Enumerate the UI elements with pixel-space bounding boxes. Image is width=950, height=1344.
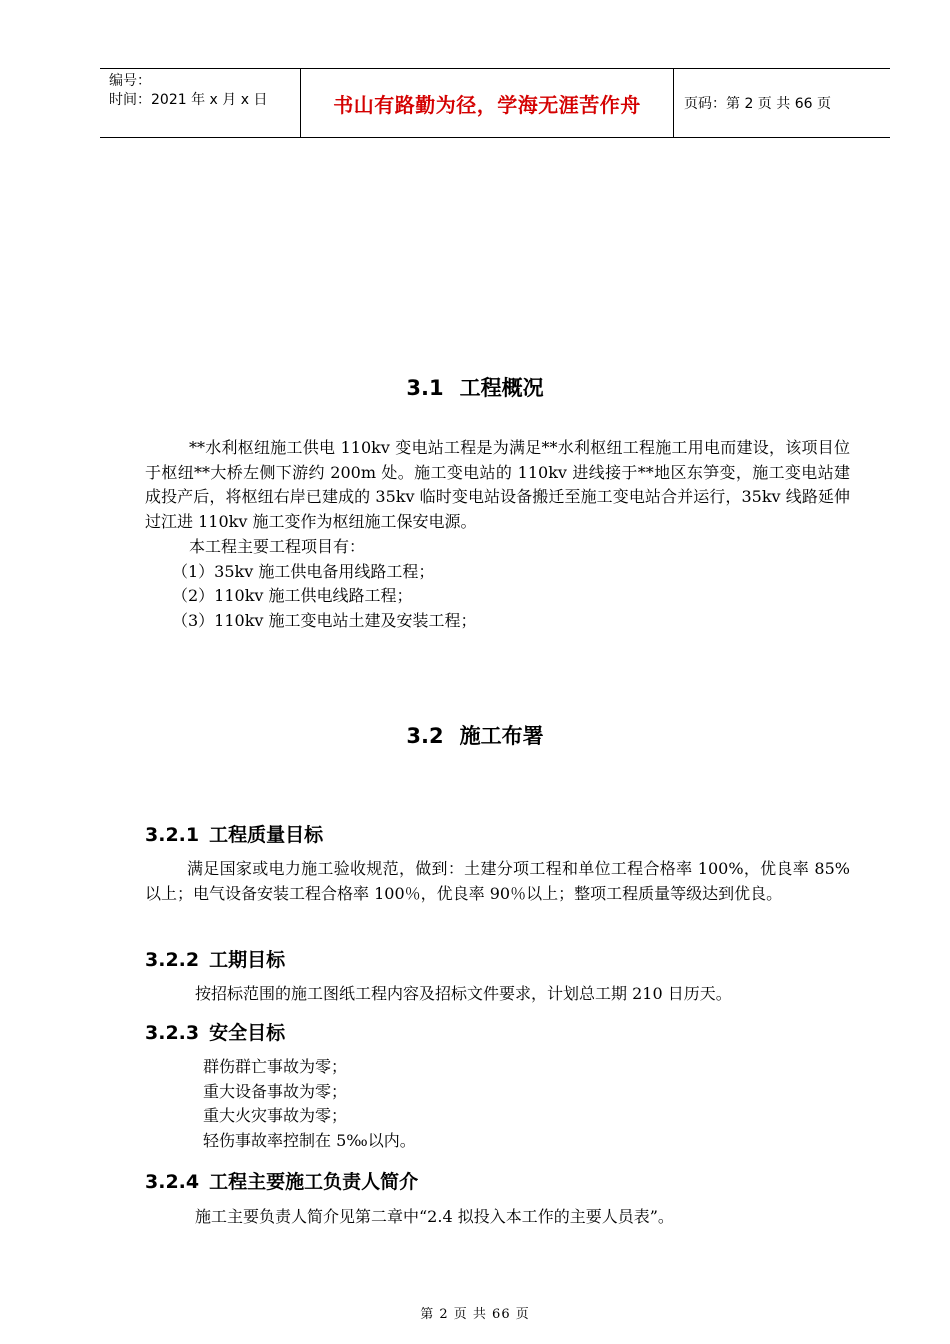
- section-number: 3.2.4: [145, 1171, 200, 1193]
- section-title: 安全目标: [209, 1022, 286, 1044]
- section-title: 工程主要施工负责人简介: [209, 1171, 419, 1193]
- quality-paragraph: 满足国家或电力施工验收规范，做到：土建分项工程和单位工程合格率 100%，优良率 85%以上；电气设备安装工程合格率 100％，优良率 90％以上；整项工程质量等级达到优良。: [145, 859, 850, 903]
- list-item: （2）110kv 施工供电线路工程；: [172, 586, 413, 605]
- section-title: 施工布署: [459, 724, 544, 748]
- section-3-2-2-heading: [145, 945, 285, 972]
- section-number: 3.1: [406, 376, 444, 400]
- section-number: 3.2.1: [145, 824, 200, 846]
- header-number-label: 编号：: [109, 73, 151, 89]
- list-item: 轻伤事故率控制在 5‰以内。: [203, 1131, 416, 1150]
- section-number: 3.2: [406, 724, 444, 748]
- page-footer: 第 2 页 共 66 页: [420, 1307, 530, 1322]
- list-item: （3）110kv 施工变电站土建及安装工程；: [172, 611, 477, 630]
- section-title: 工程概况: [459, 376, 544, 400]
- list-item: 重大设备事故为零；: [203, 1082, 348, 1101]
- section-3-2-heading: [0, 720, 950, 750]
- schedule-line: 按招标范围的施工图纸工程内容及招标文件要求，计划总工期 210 日历天。: [195, 984, 732, 1003]
- section-title: 工程质量目标: [209, 824, 324, 846]
- overview-paragraph: **水利枢纽施工供电 110kv 变电站工程是为满足**水利枢纽工程施工用电而建设，该项目位于枢纽**大桥左侧下游约 200m 处。施工变电站的 110kv 进线接于**地区东笋变，施工变电站建成投产后，将枢纽右岸已建成的 35kv 临时变电站设备搬迁至施工变电站合并运行，35kv 线路延伸过江进 110kv 施工变作为枢纽施工保安电源。: [145, 438, 850, 531]
- leader-line: 施工主要负责人简介见第二章中“2.4 拟投入本工作的主要人员表”。: [195, 1207, 674, 1226]
- section-number: 3.2.3: [145, 1022, 200, 1044]
- section-3-2-4-heading: [145, 1167, 418, 1194]
- section-3-2-3-heading: [145, 1018, 285, 1045]
- header-meta: [100, 69, 301, 137]
- header-page-label: 页码：第 2 页 共 66 页: [684, 96, 831, 112]
- section-3-2-1-heading: [145, 820, 323, 847]
- section-number: 3.2.2: [145, 949, 200, 971]
- section-3-1-heading: [0, 372, 950, 402]
- list-item: （1）35kv 施工供电备用线路工程；: [172, 562, 435, 581]
- section-title: 工期目标: [209, 949, 286, 971]
- header-time-label: 时间：2021 年 x 月 x 日: [109, 92, 268, 108]
- items-intro: 本工程主要工程项目有：: [189, 537, 366, 556]
- list-item: 重大火灾事故为零；: [203, 1106, 348, 1125]
- header-motto-cell: [301, 69, 674, 137]
- header-motto: 书山有路勤为径，学海无涯苦作舟: [333, 92, 641, 117]
- page-header: [100, 68, 890, 138]
- list-item: 群伤群亡事故为零；: [203, 1057, 348, 1076]
